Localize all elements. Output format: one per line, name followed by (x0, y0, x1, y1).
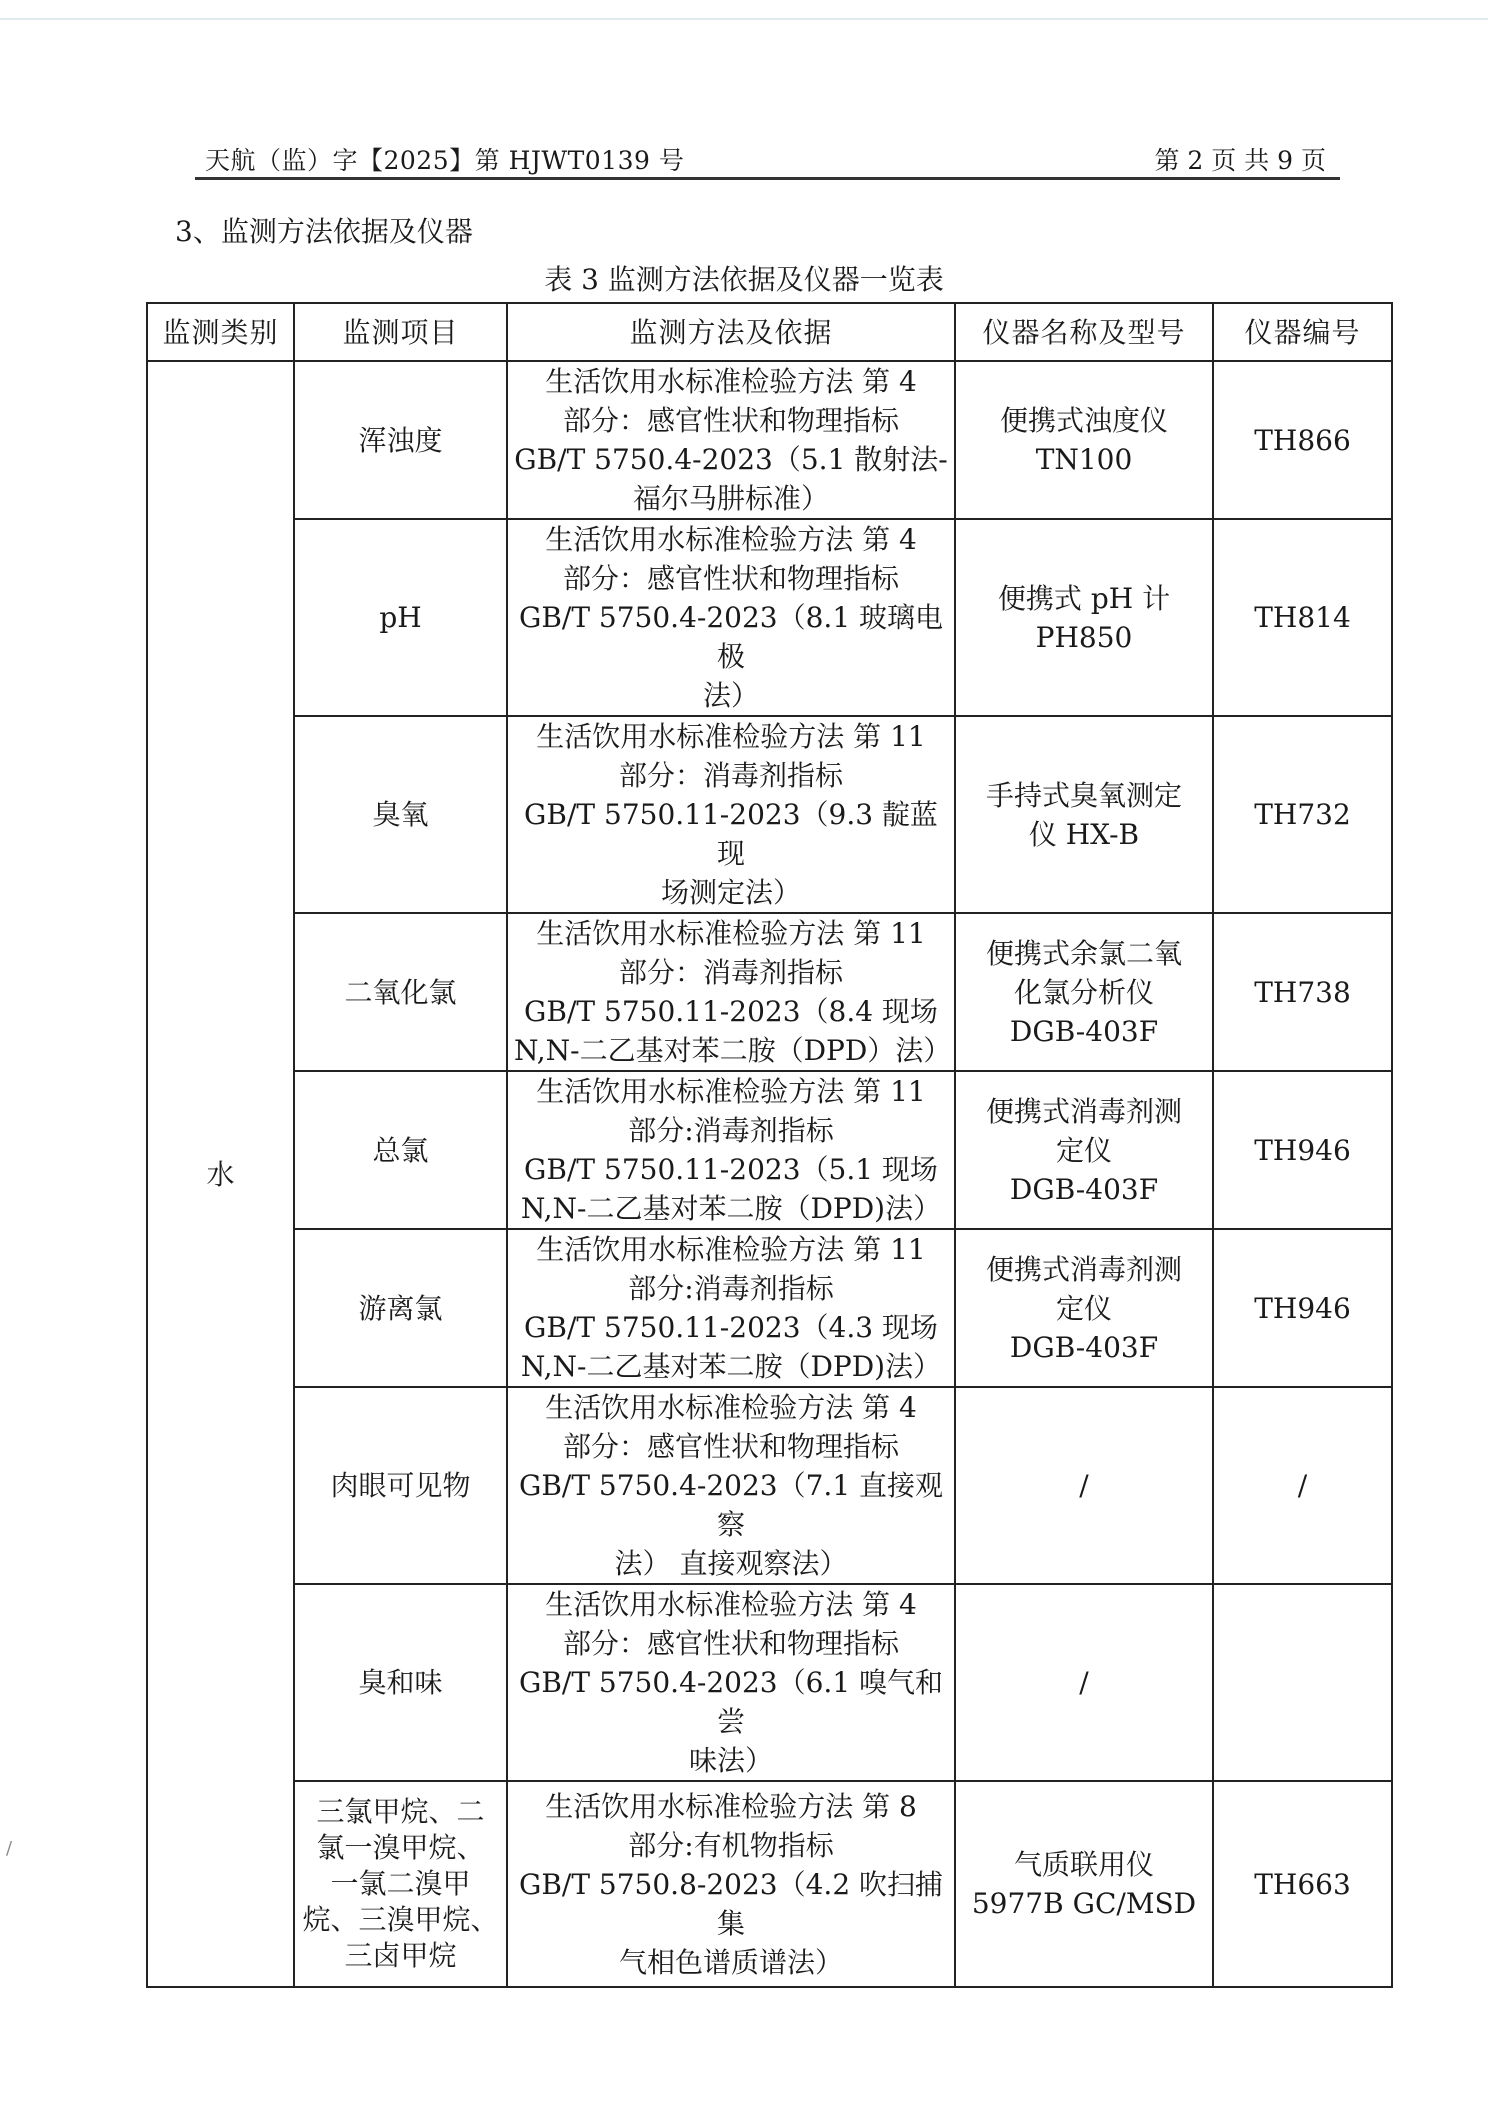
table-body (147, 361, 1392, 1987)
method-cell-line: 部分:消毒剂指标 (628, 1272, 834, 1305)
instrument-cell-line: 气质联用仪 (1013, 1848, 1154, 1881)
method-cell-line: 气相色谱质谱法） (618, 1945, 843, 1979)
instrument-cell-line: 便携式 pH 计 (997, 581, 1171, 615)
instrument-cell-line: 化氯分析仪 (1013, 975, 1154, 1009)
instrument-cell-line: 手持式臭氧测定 (985, 778, 1182, 812)
method-cell-line: N,N-二乙基对苯二胺（DPD)法） (520, 1350, 942, 1383)
instrument-cell-line: TN100 (1035, 443, 1133, 476)
method-cell (507, 361, 955, 519)
instrument-cell (955, 716, 1213, 913)
table-row (147, 1071, 1392, 1229)
method-cell-line: GB/T 5750.11-2023（9.3 靛蓝现 (524, 798, 938, 870)
table-row (147, 716, 1392, 913)
method-cell-line: N,N-二乙基对苯二胺（DPD）法） (514, 1034, 952, 1067)
method-cell-line: 生活饮用水标准检验方法 第 11 (536, 1075, 926, 1108)
instrument-cell-line: 便携式余氯二氧 (985, 936, 1182, 970)
item-cell: 浑浊度 (294, 361, 507, 519)
method-cell-line: 部分:消毒剂指标 (628, 1114, 834, 1147)
code-cell: TH946 (1213, 1071, 1392, 1229)
method-cell-line: GB/T 5750.11-2023（8.4 现场 (524, 995, 938, 1028)
item-cell-line: 烷、三溴甲烷、 (302, 1903, 499, 1936)
instrument-cell-line: 定仪 (1055, 1291, 1112, 1325)
method-cell-line: 法） (702, 679, 759, 712)
instrument-cell-line: 便携式消毒剂测 (985, 1252, 1182, 1286)
instrument-cell (955, 361, 1213, 519)
method-cell-line: 生活饮用水标准检验方法 第 11 (536, 1233, 926, 1266)
scan-mark: / (6, 1838, 13, 1859)
header-category: 监测类别 (147, 303, 294, 361)
table-row (147, 361, 1392, 519)
method-cell-line: 部分：感官性状和物理指标 (562, 562, 899, 595)
method-cell (507, 1387, 955, 1584)
item-cell: 臭和味 (294, 1584, 507, 1781)
item-cell (294, 1781, 507, 1987)
instrument-cell-line: / (1079, 1666, 1089, 1699)
instrument-cell-line: DGB-403F (1009, 1172, 1159, 1206)
instrument-cell-line: DGB-403F (1009, 1014, 1159, 1048)
section-title: 3、监测方法依据及仪器 (175, 215, 473, 248)
instrument-cell-line: 5977B GC/MSD (971, 1887, 1197, 1920)
header-code: 仪器编号 (1213, 303, 1392, 361)
method-cell-line: 部分：感官性状和物理指标 (562, 404, 899, 437)
report-number: 天航（监）字【2025】第 HJWT0139 号 (205, 146, 685, 175)
method-cell-line: GB/T 5750.8-2023（4.2 吹扫捕集 (518, 1867, 944, 1940)
method-cell-line: 场测定法） (660, 876, 801, 909)
header-instrument: 仪器名称及型号 (955, 303, 1213, 361)
instrument-cell (955, 1387, 1213, 1584)
instrument-cell-line: 便携式浊度仪 (999, 404, 1168, 437)
method-cell-line: 部分：消毒剂指标 (618, 956, 843, 989)
method-cell-line: 生活饮用水标准检验方法 第 4 (545, 365, 917, 398)
page-header (195, 137, 1340, 180)
method-cell (507, 913, 955, 1071)
item-cell-line: 三卤甲烷 (344, 1939, 457, 1972)
method-cell-line: 部分：消毒剂指标 (618, 759, 843, 792)
instrument-cell-line: 定仪 (1055, 1133, 1112, 1167)
table-header-row (147, 303, 1392, 361)
instrument-cell (955, 1071, 1213, 1229)
item-cell: 总氯 (294, 1071, 507, 1229)
table-row (147, 519, 1392, 716)
code-cell (1213, 1584, 1392, 1781)
table-row (147, 913, 1392, 1071)
method-cell-line: 生活饮用水标准检验方法 第 11 (536, 917, 926, 950)
table-row (147, 1584, 1392, 1781)
method-cell (507, 1584, 955, 1781)
method-cell-line: 生活饮用水标准检验方法 第 4 (545, 1588, 917, 1621)
method-cell-line: 生活饮用水标准检验方法 第 4 (545, 1391, 917, 1424)
method-cell (507, 1781, 955, 1987)
instrument-cell-line: 仪 HX-B (1028, 817, 1140, 851)
table-caption: 表 3 监测方法依据及仪器一览表 (544, 263, 944, 296)
instrument-cell (955, 1781, 1213, 1987)
method-cell-line: 部分:有机物指标 (628, 1828, 834, 1862)
method-cell (507, 716, 955, 913)
header-method: 监测方法及依据 (507, 303, 955, 361)
item-cell: 游离氯 (294, 1229, 507, 1387)
method-cell-line: N,N-二乙基对苯二胺（DPD)法） (520, 1192, 942, 1225)
category-cell: 水 (147, 361, 294, 1987)
item-cell-line: 三氯甲烷、二 (316, 1795, 485, 1828)
method-cell-line: 味法） (688, 1744, 773, 1777)
monitoring-methods-table (146, 302, 1393, 1988)
method-cell-line: GB/T 5750.4-2023（5.1 散射法- (514, 443, 948, 476)
table-row (147, 1781, 1392, 1987)
instrument-cell (955, 1584, 1213, 1781)
code-cell: TH814 (1213, 519, 1392, 716)
code-cell: TH946 (1213, 1229, 1392, 1387)
method-cell-line: 生活饮用水标准检验方法 第 4 (545, 523, 917, 556)
method-cell-line: 福尔马肼标准） (632, 482, 829, 515)
instrument-cell-line: DGB-403F (1009, 1330, 1159, 1364)
instrument-cell (955, 913, 1213, 1071)
method-cell (507, 1071, 955, 1229)
instrument-cell (955, 1229, 1213, 1387)
method-cell-line: GB/T 5750.11-2023（5.1 现场 (524, 1153, 938, 1186)
method-cell-line: 部分：感官性状和物理指标 (562, 1430, 899, 1463)
item-cell-line: 一氯二溴甲 (330, 1867, 471, 1900)
header-item: 监测项目 (294, 303, 507, 361)
code-cell: TH732 (1213, 716, 1392, 913)
method-cell-line: GB/T 5750.4-2023（6.1 嗅气和尝 (518, 1666, 944, 1738)
item-cell-line: 氯一溴甲烷、 (316, 1831, 485, 1864)
method-cell (507, 1229, 955, 1387)
method-cell-line: GB/T 5750.4-2023（7.1 直接观察 (518, 1469, 944, 1541)
method-cell-line: 生活饮用水标准检验方法 第 8 (545, 1789, 917, 1823)
method-cell-line: 法） 直接观察法） (614, 1547, 848, 1580)
code-cell: TH663 (1213, 1781, 1392, 1987)
code-cell: / (1213, 1387, 1392, 1584)
table-row (147, 1229, 1392, 1387)
item-cell: pH (294, 519, 507, 716)
page-number: 第 2 页 共 9 页 (1154, 146, 1326, 175)
code-cell: TH738 (1213, 913, 1392, 1071)
instrument-cell-line: 便携式消毒剂测 (985, 1094, 1182, 1128)
item-cell: 肉眼可见物 (294, 1387, 507, 1584)
instrument-cell-line: PH850 (1035, 620, 1133, 654)
instrument-cell-line: / (1079, 1469, 1089, 1502)
method-cell-line: 生活饮用水标准检验方法 第 11 (536, 720, 926, 753)
item-cell: 二氧化氯 (294, 913, 507, 1071)
instrument-cell (955, 519, 1213, 716)
table-row (147, 1387, 1392, 1584)
scan-edge-line (0, 18, 1488, 20)
method-cell-line: GB/T 5750.11-2023（4.3 现场 (524, 1311, 938, 1344)
method-cell-line: 部分：感官性状和物理指标 (562, 1627, 899, 1660)
method-cell (507, 519, 955, 716)
code-cell: TH866 (1213, 361, 1392, 519)
item-cell: 臭氧 (294, 716, 507, 913)
method-cell-line: GB/T 5750.4-2023（8.1 玻璃电极 (518, 601, 944, 673)
